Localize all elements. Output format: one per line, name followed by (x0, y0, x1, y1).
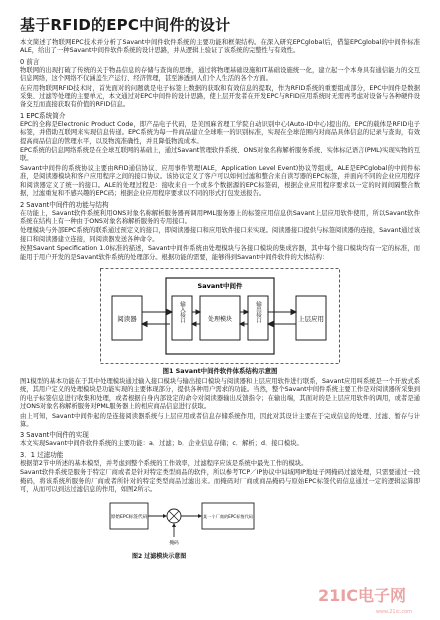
figure-1-caption: 图1 Savant中间件软件体系结构示意图 (162, 366, 278, 375)
paragraph-2e: 由上可知，Savant中间件起的是连接阅读器系统与上层应用或者信息存储系统作用，因此对其设计主要在于完成信息的处理、过滤、暂存与计算。 (20, 412, 420, 428)
reader-label: 阅读器 (117, 314, 137, 323)
savant-title: Savant中间件 (197, 281, 243, 290)
input-label: 输入接口 (179, 300, 185, 323)
section-heading-3-1: 3．1 过滤功能 (20, 450, 64, 459)
paragraph-0a: 物联网的出现打破了传统的关于物品信息的存储与查询的思维，通过将物理基础设施和IT基础设施统一化，建立起一个本身具有通信能力的交互信息网络，这个网络不仅涵盖生产运行、经济管理，甚至渗透到人们个人生活的各个方面。 (20, 66, 420, 83)
section-heading-0: 0 前言 (20, 57, 40, 66)
figure-2-caption: 图2 过滤模块示意图 (132, 553, 187, 561)
section-heading-3: 3 Savant中间件的实现 (20, 431, 89, 440)
paragraph-0b: 在应用物联网RFID技术时，首先面对的问题就是电子标签上数据的获取和有效信息的提取，作为RFID系统的重要组成部分，EPC中间件是数据采集、过滤等处理的主要单元，本文通过对EPC中间件的设计思路，使上层开发者在开发EPC与RFID应用系统时无需再考虑对设备与各种硬件设备交互而直接获取有价值的RFID信息。 (20, 84, 420, 109)
watermark-brand: 21IC电子网 (318, 586, 406, 605)
vendor-epc-label: 某一个厂商的EPC标签代码 (203, 514, 253, 520)
watermark-url: www.21ic.com (375, 609, 412, 615)
raw-epc-label: 原始EPC标签代码 (110, 515, 148, 521)
section-heading-2: 2 Savant中间件的功能与结构 (20, 200, 109, 209)
paragraph-2a: 在功能上，Savant软件系统利用ONS对象名称解析服务器再调用PML服务器上的标签应用信息供Savant上层应用软件使用，所以Savant软件系统在结构上有一种由于ONS对象名称解析服务的专用接口。 (20, 209, 420, 225)
process-label: 处理模块 (207, 315, 233, 323)
upper-label: 上层应用 (298, 314, 324, 323)
paragraph-1c: Savant中间件的系统协议主要由RFID通信协议、应用事件管理(ALE，Application Level Event)协议等组成。ALE是EPCglobal的中间件标准，是阅读器模块和客户应用程序之间的接口协议。该协议定义了客户可以如何过滤和整合来自读写器的EPC标签，并面向不同的企业应用程序和阅读器定义了统一的接口。ALE的处理过程是：接收来自一个或多个数据源的EPC标签码，根据企业应用程序要求以一定的时间间隔整合数据，过滤重复和不感兴趣的EPC码；根据企业应用程序要求以不同的形式打包发送报告。 (20, 164, 420, 198)
figure-2-diagram (108, 497, 258, 555)
paragraph-2b: 处理模块与外部EPC系统的联系通过预定义的接口，即阅读器接口和应用软件接口来实现。阅读器接口提供与标签阅读器的连接，Savant通过该接口和阅读器建立连接，同阅读器发送各种命令。 (20, 227, 420, 243)
paragraph-2c: 按照Savant Specification 1.0标准的描述，Savant中间件系统由处理模块与各接口模块的集成容器，其中每个接口模块均有一定的标准，而能用于用户开发的是Savant软件系统的处理部分。根据功能的需要，能够得到Savant中间件软件的大体结构： (20, 245, 420, 261)
figure-2-region (20, 497, 420, 561)
output-label: 输出接口 (255, 300, 261, 323)
mask-label: 掩码 (169, 541, 179, 547)
figure-1-diagram (100, 268, 340, 364)
paragraph-2d: 图1模型的基本功能在于其中处理模块通过输入接口模块与输出接口模块与阅读器和上层应用软件进行联系，Savant应用叫系统是一个开放式系统，其用户定义的处理模块是功能实现的主要体现部分，提供各种用户需求的功能。当然，整个Savant中间件系统主要工作是对阅读器所采集到的电子标签信息进行收集和处理，或者根据自身内部设定的命令对阅读器输出反馈指令；在输出端，其面对的是上层应用软件的调用，或者是通过ONS对象名称解析服务对PML服务器上的相应商品信息进行获取。 (20, 377, 420, 411)
paragraph-1b: EPC系统的信息网络系统是在全球互联网的基础上，通过Savant管理软件系统、ONS对象名称解析服务系统、实体标记语言(PML)实现实物的互联。 (20, 147, 420, 163)
article-title: 基于RFID的EPC中间件的设计 (20, 16, 231, 34)
paragraph-1a: EPC的全称是Electronic Product Code，即产品电子代码，是美国麻省理工学院自动识别中心(Auto-ID中心)提出的。EPC的载体是RFID电子标签，并借助互联网来实现信息传递。EPC系统为每一件商品建立全球唯一的识别标准，实现在全球范围内对商品具体信息的记录与查询，有效提高商品信息的管理水平，以及物流准确性，并且降低物流成本。 (20, 120, 420, 145)
figure-1-svg (100, 268, 340, 364)
section-heading-1: 1 EPC系统简介 (20, 111, 66, 120)
abstract: 本文简述了物联网EPC技术并分析了Savant中间件软件系统的主要功能和框架结构。在深入研究EPCglobal后，借鉴EPCglobal的中间件标准ALE，给出了一种Savant中间件软件系统的设计思路，并从逻辑上验证了该系统的完整性与有效性。 (20, 39, 420, 55)
paragraph-3-1b: Savant软件系统是服务于特定厂商或者是针对特定类型商品的软件，所以参考TCP／IP协议中局域网IP地址子网掩码过滤处理，只需要通过一段掩码，将该系统所服务的厂商或者所针对的特定类型商品过滤出来。而掩码对厂商或商品掩码与原始EPC标签代码信息通过一定的逻辑运算即可，从而可以到达过滤信息的作用，如图2所示。 (20, 469, 420, 493)
paragraph-3a: 本文实现Savant中间件软件系统的主要功能：a．过滤；b．企业信息存储；c．解析；d．接口模块。 (20, 440, 303, 448)
paragraph-3-1a: 根据第2节中所述的基本模型，并考虑到整个系统的工作效率，过滤程序应该是系统中最先工作的模块。 (20, 459, 308, 467)
